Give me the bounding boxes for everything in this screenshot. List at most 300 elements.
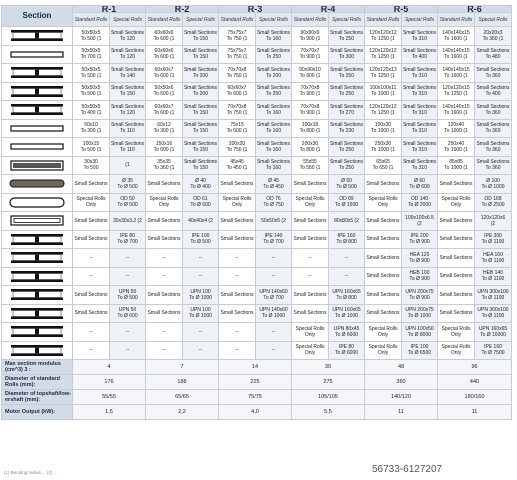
cell-text: 150x16 To 600 (1 [153, 140, 175, 153]
cell-text: 60x60x7 To 600 (1 [153, 103, 175, 116]
table-cell [146, 267, 183, 286]
spec-value: 11 [438, 405, 512, 420]
table-cell [183, 230, 219, 249]
section-profile-cell [2, 82, 73, 101]
cell-text: 60x12 To 300 (1 [153, 122, 175, 135]
table-cell [365, 249, 402, 268]
table-cell [329, 45, 365, 64]
table-cell [110, 82, 146, 101]
section-profile-cell [2, 101, 73, 120]
cell-text: 100x30 To 1000 (1 [371, 122, 395, 135]
cell-text: 50x50x6 To 500 (1 [153, 85, 175, 98]
table-cell [292, 212, 329, 231]
cell-text: Small Sections [366, 180, 400, 187]
cell-text: Small Sections To 160 [256, 159, 291, 172]
table-cell [110, 267, 146, 286]
cell-text: Small Sections [366, 254, 400, 261]
cell-text: IPE 300 To Ø 1100 [481, 233, 505, 246]
cell-text: 35x35 To 360 (1 [153, 159, 175, 172]
table-cell [438, 64, 475, 83]
table-cell [402, 193, 438, 212]
table-cell [219, 286, 256, 305]
cell-text: 120x120x15 To 1250 (1 [442, 85, 470, 98]
cell-text: Small Sections To 160 [256, 29, 291, 42]
cell-text: 75x15 To 500 (1 [226, 122, 248, 135]
cell-text: -- [271, 273, 276, 280]
cell-text: Small Sections [439, 310, 473, 317]
cell-text: Small Sections [439, 291, 473, 298]
section-profile-cell [2, 193, 73, 212]
cell-text: Ø 45 To Ø 450 [263, 177, 284, 190]
table-cell [73, 323, 110, 342]
table-cell [73, 82, 110, 101]
spec-value: 7 [146, 360, 219, 375]
cell-text: Small Sections [74, 217, 108, 224]
table-cell [365, 101, 402, 120]
cell-text: UPN 100x50 To Ø 8000 [405, 325, 434, 338]
table-row [2, 230, 512, 249]
cell-text: IPE 100 To Ø 500 [190, 233, 211, 246]
spec-value: 55/55 [73, 390, 146, 405]
table-cell [183, 119, 219, 138]
cell-text: UPN 140x60 To Ø 700 [259, 288, 288, 301]
table-cell [219, 119, 256, 138]
spec-label: Diameter of topshaft/low-ershaft (mm): [2, 390, 73, 405]
table-cell [183, 156, 219, 175]
table-cell [183, 27, 219, 46]
table-cell [256, 286, 292, 305]
table-cell [475, 304, 512, 323]
spec-value: 2,2 [146, 405, 219, 420]
cell-text: 120x40 To 1000 (1 [444, 122, 468, 135]
i-beam-icon [6, 102, 68, 117]
cell-text: UPN 300x100 To Ø 1100 [477, 307, 509, 320]
cell-text: Small Sections [366, 236, 400, 243]
table-cell [146, 82, 183, 101]
table-row [2, 304, 512, 323]
cell-text: -- [125, 273, 130, 280]
cell-text: 200x20 To 750 (1 [226, 140, 248, 153]
table-cell [329, 286, 365, 305]
cell-text: IPE 200 To Ø 900 [409, 233, 430, 246]
table-cell [73, 175, 110, 194]
cell-text: 250x30 To 1000 (1 [371, 140, 395, 153]
table-cell [73, 230, 110, 249]
table-cell [329, 156, 365, 175]
spec-row [2, 375, 512, 390]
cell-text: HEA 120 To Ø 900 [409, 251, 430, 264]
cell-text: Small Sections [439, 254, 473, 261]
table-cell [292, 304, 329, 323]
table-cell [110, 249, 146, 268]
cell-text: 85x85 To 1000 (1 [444, 159, 468, 172]
table-cell [256, 323, 292, 342]
table-cell [183, 175, 219, 194]
upn-channel-icon [6, 287, 68, 302]
table-cell [219, 304, 256, 323]
cell-text: -- [308, 273, 312, 280]
table-cell [475, 230, 512, 249]
cell-text: Small Sections [220, 180, 254, 187]
cell-text: OD 76 To Ø 750 [263, 196, 284, 209]
cell-text: HEA 160 To Ø 1100 [481, 251, 505, 264]
table-cell [402, 45, 438, 64]
cell-text: Small Sections To 400 [476, 85, 510, 98]
cell-text: 120x120x6 (2 [480, 214, 506, 227]
cell-text: -- [198, 273, 203, 280]
table-cell [329, 193, 365, 212]
cell-text: Small Sections [147, 291, 181, 298]
table-cell [219, 267, 256, 286]
table-cell [292, 45, 329, 64]
table-cell [146, 45, 183, 64]
cell-text: -- [235, 347, 239, 354]
table-row [2, 138, 512, 157]
table-cell [292, 101, 329, 120]
table-cell [73, 212, 110, 231]
table-cell [219, 64, 256, 83]
cell-text: Small Sections To 150 [183, 48, 218, 61]
cell-text: 70x70x8 To 900 (1 [299, 103, 321, 116]
section-profile-cell [2, 323, 73, 342]
cell-text: Small Sections [293, 291, 327, 298]
cell-text: Small Sections To 270 [329, 103, 364, 116]
cell-text: Small Sections To 200 [183, 66, 218, 79]
spec-value: 180/160 [438, 390, 512, 405]
section-header: Section [2, 6, 73, 27]
table-cell [110, 101, 146, 120]
table-cell [219, 323, 256, 342]
model-header-r4: R-4 [292, 6, 365, 13]
table-cell [438, 45, 475, 64]
cell-text: Small Sections [220, 291, 254, 298]
flat-strip-icon [6, 121, 68, 136]
spec-value: 440 [438, 375, 512, 390]
table-cell [292, 82, 329, 101]
box-beam-icon [6, 84, 68, 99]
table-cell [365, 64, 402, 83]
cell-text: OD 61 To Ø 600 [190, 196, 211, 209]
table-cell [402, 119, 438, 138]
table-cell [110, 156, 146, 175]
standard-rolls-subheader: Standard Rolls [438, 13, 475, 27]
cell-text: Small Sections [366, 310, 400, 317]
cell-text: Small Sections To 480 [476, 48, 510, 61]
cell-text: 50x50x5 To 400 (1 [80, 103, 102, 116]
spec-value: 5,5 [292, 405, 365, 420]
table-cell [402, 212, 438, 231]
cell-text: IPE 100 To Ø 6500 [407, 344, 432, 357]
table-cell [402, 101, 438, 120]
cell-text: 30x30x3,2 (2 [113, 217, 142, 224]
cell-text: UPN 300x100 To Ø 1100 [477, 288, 509, 301]
section-profile-cell [2, 212, 73, 231]
table-cell [146, 323, 183, 342]
table-cell [475, 193, 512, 212]
table-cell [146, 193, 183, 212]
cell-text: -- [162, 328, 166, 335]
table-cell [329, 212, 365, 231]
cell-text: Special Rolls Only [441, 325, 471, 338]
cell-text: -- [235, 254, 239, 261]
cell-text: 70x70x8 To 750 (1 [226, 66, 248, 79]
table-cell [475, 82, 512, 101]
cell-text: Small Sections [366, 273, 400, 280]
cell-text: Small Sections [439, 273, 473, 280]
spec-value: 96 [438, 360, 512, 375]
table-cell [183, 64, 219, 83]
cell-text: -- [162, 254, 166, 261]
cell-text: 90x90x10 To 900 (1 [299, 66, 321, 79]
cell-text: -- [198, 347, 203, 354]
cell-text: IPE 80 To Ø 700 [117, 233, 138, 246]
cell-text: -- [271, 328, 276, 335]
table-cell [475, 323, 512, 342]
special-rolls-subheader: Special Rolls [110, 13, 146, 27]
cell-text: IPE 160 To Ø 800 [336, 233, 357, 246]
cell-text: Small Sections [439, 180, 473, 187]
round-bar-icon [6, 176, 68, 191]
cell-text: 100x15 To 500 (1 [80, 140, 102, 153]
round-tube-icon [6, 195, 68, 210]
table-cell [256, 230, 292, 249]
cell-text: 60x60x7 To 600 (1 [226, 85, 248, 98]
cell-text: 50x50x5 (2 [261, 217, 286, 224]
table-cell [73, 304, 110, 323]
cell-text: (1 [125, 162, 130, 169]
cell-text: Small Sections To 250 [329, 66, 364, 79]
flat-bar-icon [6, 47, 68, 62]
table-cell [438, 212, 475, 231]
table-cell [438, 304, 475, 323]
section-profile-cell [2, 249, 73, 268]
table-cell [256, 64, 292, 83]
table-cell [438, 101, 475, 120]
standard-rolls-subheader: Standard Rolls [219, 13, 256, 27]
table-cell [219, 230, 256, 249]
cell-text: 75x75x7 To 750 (1 [226, 29, 248, 42]
cell-text: Small Sections To 150 [183, 159, 218, 172]
table-cell [219, 27, 256, 46]
table-cell [365, 341, 402, 360]
model-header-r6: R-6 [438, 6, 512, 13]
table-cell [402, 341, 438, 360]
hea-beam-icon [6, 250, 68, 265]
table-cell [256, 193, 292, 212]
cell-text: -- [271, 254, 276, 261]
table-cell [475, 267, 512, 286]
cell-text: Small Sections To 150 [183, 140, 218, 153]
table-cell [475, 27, 512, 46]
cell-text: OD 89 To Ø 1500 [334, 196, 359, 209]
footnote: (1) Bending radius ... (2) ... [4, 470, 58, 475]
table-cell [110, 341, 146, 360]
table-cell [475, 64, 512, 83]
special-rolls-subheader: Special Rolls [256, 13, 292, 27]
table-cell [256, 119, 292, 138]
table-cell [219, 341, 256, 360]
table-cell [329, 341, 365, 360]
cell-text: Small Sections To 160 [256, 140, 291, 153]
table-cell [365, 323, 402, 342]
section-profile-cell [2, 45, 73, 64]
table-cell [402, 156, 438, 175]
cell-text: Small Sections [147, 180, 181, 187]
cell-text: Small Sections [366, 291, 400, 298]
table-cell [402, 27, 438, 46]
table-cell [292, 230, 329, 249]
table-cell [402, 267, 438, 286]
cell-text: Small Sections To 310 [402, 66, 437, 79]
table-cell [73, 193, 110, 212]
table-cell [183, 341, 219, 360]
cell-text: -- [344, 273, 349, 280]
cell-text: -- [89, 273, 93, 280]
table-cell [256, 267, 292, 286]
cell-text: 250x40 To 1000 (1 [444, 140, 468, 153]
cell-text: -- [198, 254, 203, 261]
table-cell [365, 45, 402, 64]
table-cell [219, 101, 256, 120]
table-cell [329, 119, 365, 138]
table-cell [329, 101, 365, 120]
table-row [2, 249, 512, 268]
cell-text: -- [89, 254, 93, 261]
table-cell [183, 45, 219, 64]
table-cell [402, 286, 438, 305]
cell-text: 120x120x13 To 1250 (1 [369, 66, 397, 79]
cell-text: Ø 50 To Ø 500 [336, 177, 357, 190]
table-cell [475, 175, 512, 194]
cell-text: Ø 60 To Ø 600 [409, 177, 430, 190]
cell-text: Small Sections To 110 [110, 140, 145, 153]
table-cell [365, 267, 402, 286]
table-cell [475, 45, 512, 64]
table-row [2, 82, 512, 101]
cell-text: Special Rolls Only [368, 196, 398, 209]
table-row [2, 45, 512, 64]
cell-text: Small Sections To 310 [402, 103, 437, 116]
upn-channel-alt-icon [6, 306, 68, 321]
cell-text: Small Sections To 310 [402, 122, 437, 135]
table-row [2, 119, 512, 138]
table-cell [402, 82, 438, 101]
table-cell [73, 341, 110, 360]
table-cell [292, 323, 329, 342]
spec-value: 14 [219, 360, 292, 375]
cell-text: 60x60x6 To 600 (1 [153, 29, 175, 42]
table-cell [329, 27, 365, 46]
section-profile-cell [2, 27, 73, 46]
cell-text: Special Rolls Only [441, 344, 471, 357]
table-cell [110, 175, 146, 194]
cell-text: Small Sections [74, 310, 108, 317]
standard-rolls-subheader: Standard Rolls [146, 13, 183, 27]
table-cell [256, 156, 292, 175]
spec-value: 30 [292, 360, 365, 375]
table-cell [329, 175, 365, 194]
cell-text: IPE 140 To Ø 700 [263, 233, 284, 246]
cell-text: 50x10 To 300 (1 [80, 122, 102, 135]
table-cell [365, 82, 402, 101]
cell-text: UPN 100 To Ø 1000 [188, 288, 213, 301]
table-row [2, 212, 512, 231]
cell-text: Small Sections To 230 [329, 122, 364, 135]
section-profile-cell [2, 64, 73, 83]
cell-text: Small Sections To 150 [110, 85, 145, 98]
table-cell [475, 101, 512, 120]
cell-text: Small Sections [293, 310, 327, 317]
cell-text: Special Rolls Only [295, 196, 325, 209]
cell-text: Small Sections [74, 180, 108, 187]
cell-text: Small Sections [220, 217, 254, 224]
table-cell [146, 119, 183, 138]
table-cell [183, 212, 219, 231]
table-cell [256, 138, 292, 157]
table-cell [183, 304, 219, 323]
cell-text: Small Sections To 360 [476, 66, 510, 79]
cell-text: 40x40x4 (2 [188, 217, 213, 224]
table-cell [475, 138, 512, 157]
watermark: 56733-6127207 [372, 464, 443, 475]
spec-row [2, 390, 512, 405]
table-cell [292, 119, 329, 138]
standard-rolls-subheader: Standard Rolls [365, 13, 402, 27]
cell-text: 80x80x5 (2 [334, 217, 359, 224]
cell-text: -- [162, 347, 166, 354]
cell-text: Special Rolls Only [368, 325, 398, 338]
table-cell [292, 156, 329, 175]
spec-row [2, 360, 512, 375]
table-cell [183, 101, 219, 120]
cell-text: Small Sections To 310 [402, 159, 437, 172]
table-cell [402, 323, 438, 342]
table-cell [475, 212, 512, 231]
table-cell [402, 138, 438, 157]
table-cell [475, 286, 512, 305]
table-cell [73, 286, 110, 305]
table-row [2, 27, 512, 46]
table-cell [183, 286, 219, 305]
cell-text: Small Sections To 250 [329, 29, 364, 42]
cell-text: 60x60x7 To 600 (1 [153, 66, 175, 79]
standard-rolls-subheader: Standard Rolls [292, 13, 329, 27]
cell-text: Small Sections To 310 [402, 140, 437, 153]
special-rolls-subheader: Special Rolls [475, 13, 512, 27]
cell-text: Ø 40 To Ø 400 [190, 177, 211, 190]
standard-rolls-subheader: Standard Rolls [73, 13, 110, 27]
section-capacity-table [1, 5, 512, 420]
table-cell [365, 138, 402, 157]
table-cell [292, 27, 329, 46]
table-cell [146, 249, 183, 268]
spec-value: 225 [219, 375, 292, 390]
table-cell [292, 64, 329, 83]
cell-text: Small Sections To 150 [183, 103, 218, 116]
cell-text: Small Sections [293, 180, 327, 187]
table-cell [438, 156, 475, 175]
cell-text: 70x70x7 To 900 (1 [299, 48, 321, 61]
table-cell [438, 286, 475, 305]
cell-text: UPN 80x45 To Ø 6000 [333, 325, 360, 338]
cell-text: Special Rolls Only [222, 196, 252, 209]
cell-text: Small Sections To 140 [110, 66, 145, 79]
section-profile-cell [2, 267, 73, 286]
cell-text: 200x30 To 800 (1 [299, 140, 321, 153]
cell-text: 50x50x5 To 700 (1 [80, 48, 102, 61]
cell-text: Small Sections To 250 [329, 85, 364, 98]
table-cell [73, 101, 110, 120]
